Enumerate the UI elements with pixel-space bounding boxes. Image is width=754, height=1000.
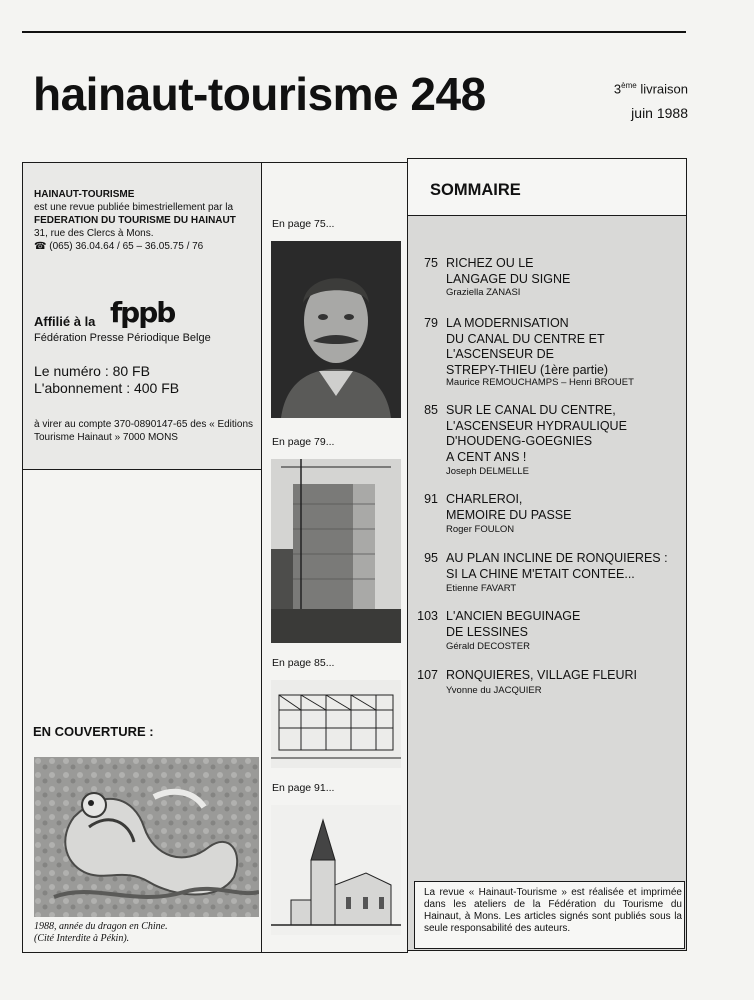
affiliation-full-name: Fédération Presse Périodique Belge <box>34 332 211 344</box>
preview-label-75: En page 75... <box>272 218 335 230</box>
toc-author: Joseph DELMELLE <box>446 466 529 477</box>
toc-page-number: 103 <box>417 609 438 623</box>
toc-author: Etienne FAVART <box>446 583 517 594</box>
toc-page-number: 75 <box>424 256 438 270</box>
toc-page-number: 85 <box>424 403 438 417</box>
preview-label-85: En page 85... <box>272 657 335 669</box>
toc-author: Graziella ZANASI <box>446 287 521 298</box>
fppb-logo: fppb <box>110 296 175 329</box>
toc-author: Maurice REMOUCHAMPS – Henri BROUET <box>446 377 634 388</box>
toc-page-number: 107 <box>417 668 438 682</box>
toc-title: CHARLEROI, MEMOIRE DU PASSE <box>446 492 572 522</box>
issue-meta <box>614 74 688 125</box>
toc-page-number: 79 <box>424 316 438 330</box>
toc-author: Gérald DECOSTER <box>446 641 530 652</box>
toc-title: LA MODERNISATION DU CANAL DU CENTRE ET L'ASCENSEUR DE STREPY-THIEU (1ère partie) <box>446 316 609 377</box>
publisher-info <box>34 188 256 253</box>
preview-label-79: En page 79... <box>272 436 335 448</box>
publisher-phone: ☎ (065) 36.04.64 / 65 – 36.05.75 / 76 <box>34 241 204 252</box>
cover-caption-line2: (Cité Interdite à Pékin). <box>34 933 130 944</box>
publisher-address: 31, rue des Clercs à Mons. <box>34 228 154 239</box>
affiliation-label: Affilié à la <box>34 314 96 329</box>
prices <box>34 363 179 397</box>
price-subscription: L'abonnement : 400 FB <box>34 380 180 396</box>
toc-page-number: 95 <box>424 551 438 565</box>
toc-title: SUR LE CANAL DU CENTRE, L'ASCENSEUR HYDRAULIQUE D'HOUDENG-GOEGNIES A CENT ANS ! <box>446 403 627 464</box>
toc-page-number: 91 <box>424 492 438 506</box>
masthead-title: hainaut-tourisme 248 <box>33 68 486 120</box>
toc-author: Roger FOULON <box>446 524 515 535</box>
construction-photo <box>271 459 401 643</box>
publisher-name: HAINAUT-TOURISME <box>34 189 135 200</box>
price-issue: Le numéro : 80 FB <box>34 363 150 379</box>
preview-label-91: En page 91... <box>272 782 335 794</box>
publisher-line: est une revue publiée bimestriellement par la <box>34 202 233 213</box>
issue-number: 3ème livraison <box>613 81 688 97</box>
cover-caption-line1: 1988, année du dragon en Chine. <box>34 921 168 932</box>
toc-title: RONQUIERES, VILLAGE FLEURI <box>446 668 638 682</box>
toc-title: L'ANCIEN BEGUINAGE DE LESSINES <box>446 609 581 639</box>
sommaire-title: SOMMAIRE <box>430 181 521 199</box>
toc-author: Yvonne du JACQUIER <box>446 685 542 696</box>
church-drawing <box>271 805 401 935</box>
toc-title: RICHEZ OU LE LANGAGE DU SIGNE <box>446 256 571 286</box>
cover-caption <box>34 921 254 945</box>
portrait-photo <box>271 241 401 418</box>
cover-title: EN COUVERTURE : <box>33 724 154 739</box>
toc-title: AU PLAN INCLINE DE RONQUIERES : SI LA CHINE M'ETAIT CONTEE... <box>446 551 668 581</box>
hydraulic-lift-drawing <box>271 680 401 768</box>
cover-dragon-image <box>34 757 259 917</box>
payment-info: à virer au compte 370-0890147-65 des « Editions Tourisme Hainaut » 7000 MONS <box>34 419 254 443</box>
federation-name: FEDERATION DU TOURISME DU HAINAUT <box>34 215 236 226</box>
footnote: La revue « Hainaut-Tourisme » est réalisée et imprimée dans les ateliers de la Fédération du Tourisme du Hainaut, à Mons. Les articles signés sont publiés sous la seule responsabilité des auteurs. <box>424 887 682 934</box>
top-rule <box>22 31 686 33</box>
issue-date: juin 1988 <box>631 105 688 122</box>
